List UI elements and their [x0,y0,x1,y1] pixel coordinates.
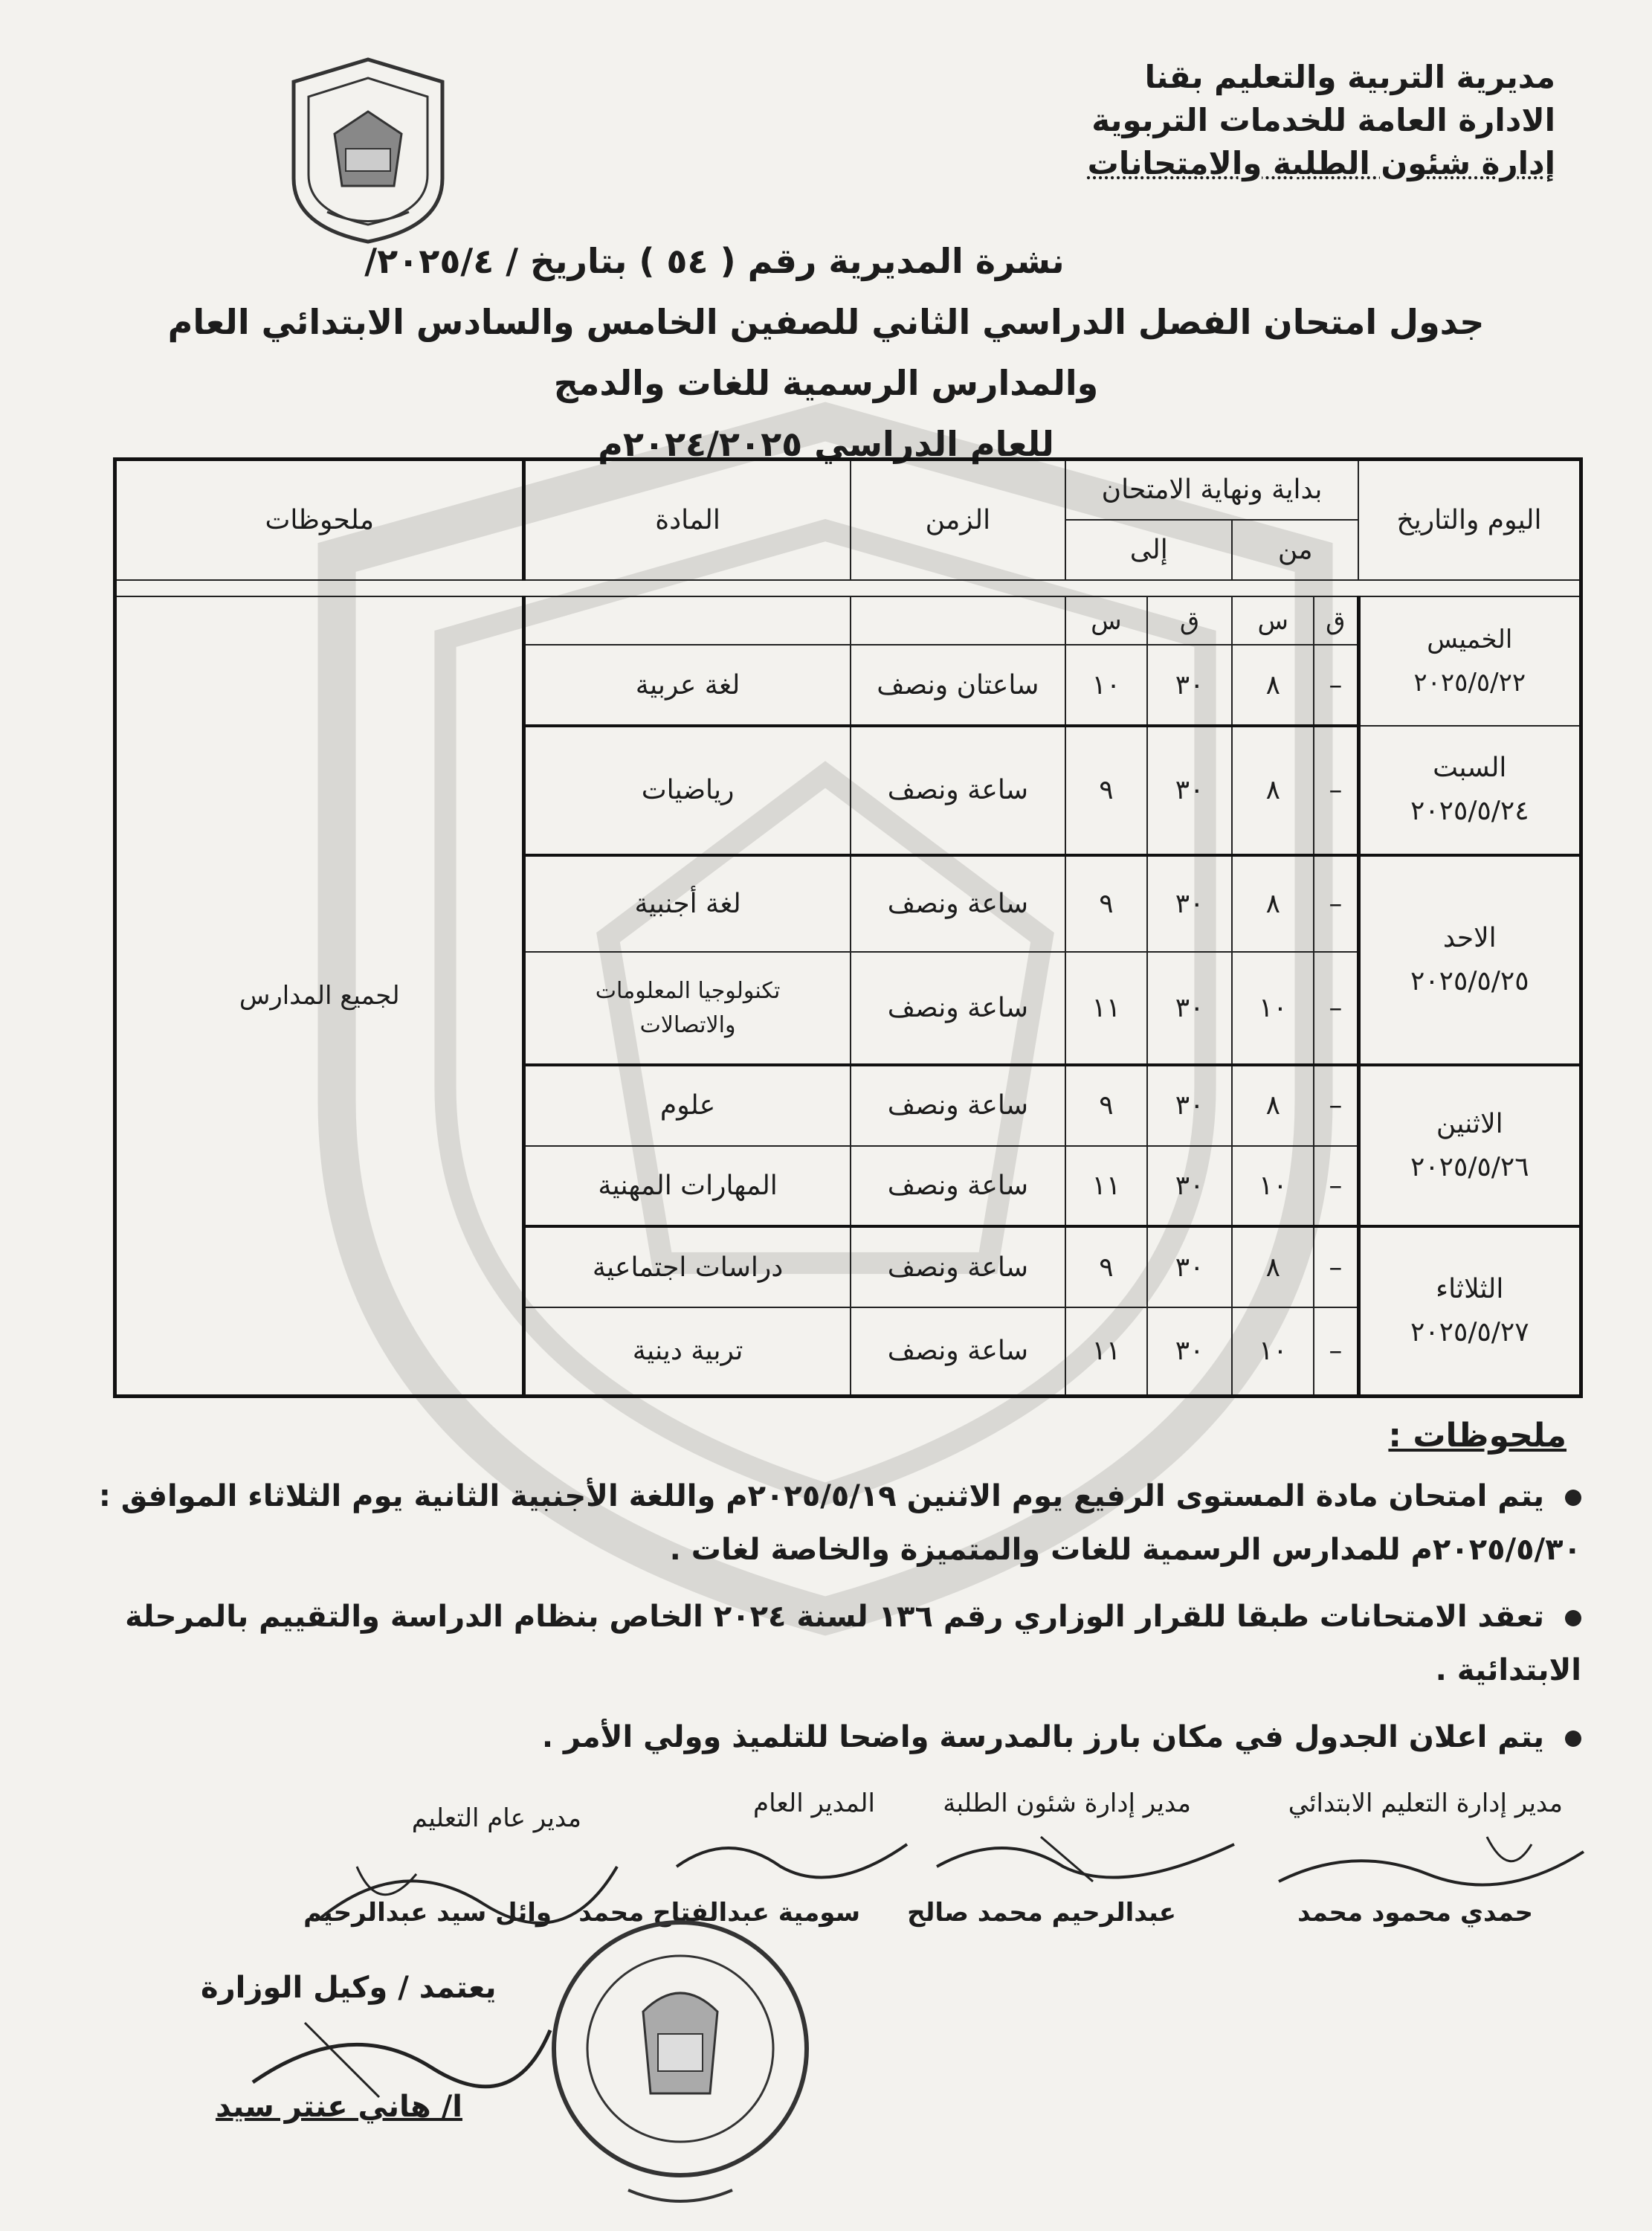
subject: تربية دينية [524,1307,851,1397]
day-name: الاحد [1442,922,1497,953]
duration: ساعتان ونصف [851,645,1065,726]
duration: ساعة ونصف [851,1146,1065,1227]
note-all-schools: لجميع المدارس [239,981,400,1011]
signature-title-education-director: مدير عام التعليم [411,1803,581,1833]
note-item-2 [65,1590,1581,1644]
exam-date: ٢٠٢٥/٥/٢٢ [1413,668,1526,698]
from-minutes: – [1314,1146,1358,1227]
from-minutes: – [1314,1065,1358,1146]
duration: ساعة ونصف [851,952,1065,1065]
subject: رياضيات [524,726,851,855]
note-2-text: تعقد الامتحانات طبقا للقرار الوزاري رقم ١٣٦ لسنة ٢٠٢٤ الخاص بنظام الدراسة والتقييم بالمرحلة [125,1600,1544,1634]
subject: لغة أجنبية [524,855,851,952]
bullet-icon [1565,1490,1581,1506]
to-hours: ٩ [1065,855,1147,952]
col-to-minutes-label: ق [1147,596,1233,645]
day-name: الثلاثاء [1436,1274,1504,1305]
day-date-cell [1358,726,1581,855]
duration: ساعة ونصف [851,726,1065,855]
signature-name-general-manager: سومية عبدالفتاح محمد [578,1898,860,1928]
subject-line-2: والاتصالات [639,1011,736,1038]
day-date-cell [1358,1226,1581,1396]
official-stamp [539,1908,822,2220]
col-to-hours-label: س [1065,596,1147,645]
subject: دراسات اجتماعية [524,1226,851,1307]
bulletin-number: نشرة المديرية رقم ( ٥٤ ) بتاريخ / ٢٠٢٥/٤/ [364,241,1065,281]
header-subject: المادة [524,460,851,581]
general-administration-name: الادارة العامة للخدمات التربوية [1091,102,1555,138]
header-from: من [1232,520,1358,580]
day-name: السبت [1433,753,1507,784]
from-minutes: – [1314,855,1358,952]
col-from-minutes-label: ق [1314,596,1358,645]
note-item-2-cont: الابتدائية . [1435,1653,1581,1687]
to-hours: ٩ [1065,726,1147,855]
to-hours: ١٠ [1065,645,1147,726]
from-minutes: – [1314,726,1358,855]
department-name: إدارة شئون الطلبة والامتحانات [1087,145,1555,181]
subject: لغة عربية [524,645,851,726]
table-subheader-row [115,596,1581,645]
signature-scribble [929,1815,1242,1896]
notes-heading: ملحوظات : [1388,1417,1567,1455]
ministry-logo [283,52,454,245]
day-name: الخميس [1427,625,1513,655]
exam-date: ٢٠٢٥/٥/٢٧ [1410,1317,1529,1348]
from-minutes: – [1314,952,1358,1065]
day-name: الاثنين [1436,1108,1503,1139]
to-hours: ٩ [1065,1065,1147,1146]
to-hours: ١١ [1065,1146,1147,1227]
note-3-text: يتم اعلان الجدول في مكان بارز بالمدرسة واضحا للتلميذ وولي الأمر . [541,1720,1544,1754]
to-minutes: ٣٠ [1147,1307,1233,1397]
signature-name-student-affairs: عبدالرحيم محمد صالح [907,1898,1176,1928]
duration: ساعة ونصف [851,1065,1065,1146]
note-1-text: يتم امتحان مادة المستوى الرفيع يوم الاثنين ٢٠٢٥/٥/١٩م واللغة الأجنبية الثانية يوم الثلاثاء الموافق : [98,1479,1544,1513]
note-item-1-cont: ٢٠٢٥/٥/٣٠م للمدارس الرسمية للغات والمتميزة والخاصة لغات . [669,1533,1581,1567]
exam-date: ٢٠٢٥/٥/٢٤ [1410,796,1529,827]
exam-date: ٢٠٢٥/٥/٢٦ [1410,1151,1529,1182]
col-from-hours-label: س [1232,596,1314,645]
header-start-end: بداية ونهاية الامتحان [1065,460,1358,520]
to-minutes: ٣٠ [1147,1065,1233,1146]
day-date-cell [1358,855,1581,1065]
approval-label: يعتمد / وكيل الوزارة [201,1971,497,2005]
header-to: إلى [1065,520,1232,580]
subject-line-1: تكنولوجيا المعلومات [595,977,781,1004]
from-minutes: – [1314,645,1358,726]
header-day-date: اليوم والتاريخ [1358,460,1581,581]
header-duration: الزمن [851,460,1065,581]
to-hours: ١١ [1065,1307,1147,1397]
bullet-icon [1565,1731,1581,1747]
schedule-subtitle: والمدارس الرسمية للغات والدمج [553,363,1099,403]
signature-scribble [669,1822,914,1896]
from-minutes: – [1314,1307,1358,1397]
signature-name-primary-education: حمدي محمود محمد [1297,1898,1533,1928]
directorate-name: مديرية التربية والتعليم بقنا [1144,59,1555,95]
department-header [886,56,1555,185]
from-hours: ١٠ [1232,1307,1314,1397]
exam-schedule-table [113,457,1583,1398]
signature-scribble [1264,1815,1598,1904]
to-hours: ١١ [1065,952,1147,1065]
table-header-row [115,460,1581,520]
from-hours: ٨ [1232,645,1314,726]
signature-title-general-manager: المدير العام [753,1789,875,1818]
to-minutes: ٣٠ [1147,855,1233,952]
day-date-cell [1358,596,1581,726]
signature-title-primary-education: مدير إدارة التعليم الابتدائي [1288,1789,1563,1818]
from-hours: ١٠ [1232,952,1314,1065]
duration: ساعة ونصف [851,855,1065,952]
notes-cell [115,596,524,1396]
from-hours: ٨ [1232,1226,1314,1307]
to-minutes: ٣٠ [1147,1226,1233,1307]
document-titles [0,231,1652,474]
duration: ساعة ونصف [851,1307,1065,1397]
to-minutes: ٣٠ [1147,952,1233,1065]
to-minutes: ٣٠ [1147,1146,1233,1227]
bullet-icon [1565,1610,1581,1626]
header-notes: ملحوظات [115,460,524,581]
from-hours: ١٠ [1232,1146,1314,1227]
subject: علوم [524,1065,851,1146]
to-hours: ٩ [1065,1226,1147,1307]
from-hours: ٨ [1232,1065,1314,1146]
from-hours: ٨ [1232,855,1314,952]
note-item-1 [65,1469,1581,1523]
to-minutes: ٣٠ [1147,726,1233,855]
approver-name: ا/ هاني عنتر سيد [216,2090,462,2124]
subject: المهارات المهنية [524,1146,851,1227]
to-minutes: ٣٠ [1147,645,1233,726]
note-item-3 [65,1710,1581,1764]
signature-title-student-affairs: مدير إدارة شئون الطلبة [943,1789,1191,1818]
subject [524,952,851,1065]
academic-year: للعام الدراسي ٢٠٢٤/٢٠٢٥م [598,424,1054,464]
notes-section [65,1417,1581,1764]
exam-date: ٢٠٢٥/٥/٢٥ [1410,965,1529,997]
from-minutes: – [1314,1226,1358,1307]
from-hours: ٨ [1232,726,1314,855]
table-gap-row [115,580,1581,596]
schedule-title: جدول امتحان الفصل الدراسي الثاني للصفين الخامس والسادس الابتدائي العام [167,302,1485,342]
duration: ساعة ونصف [851,1226,1065,1307]
day-date-cell [1358,1065,1581,1226]
signature-name-education-director: وائل سيد عبدالرحيم [303,1898,552,1928]
